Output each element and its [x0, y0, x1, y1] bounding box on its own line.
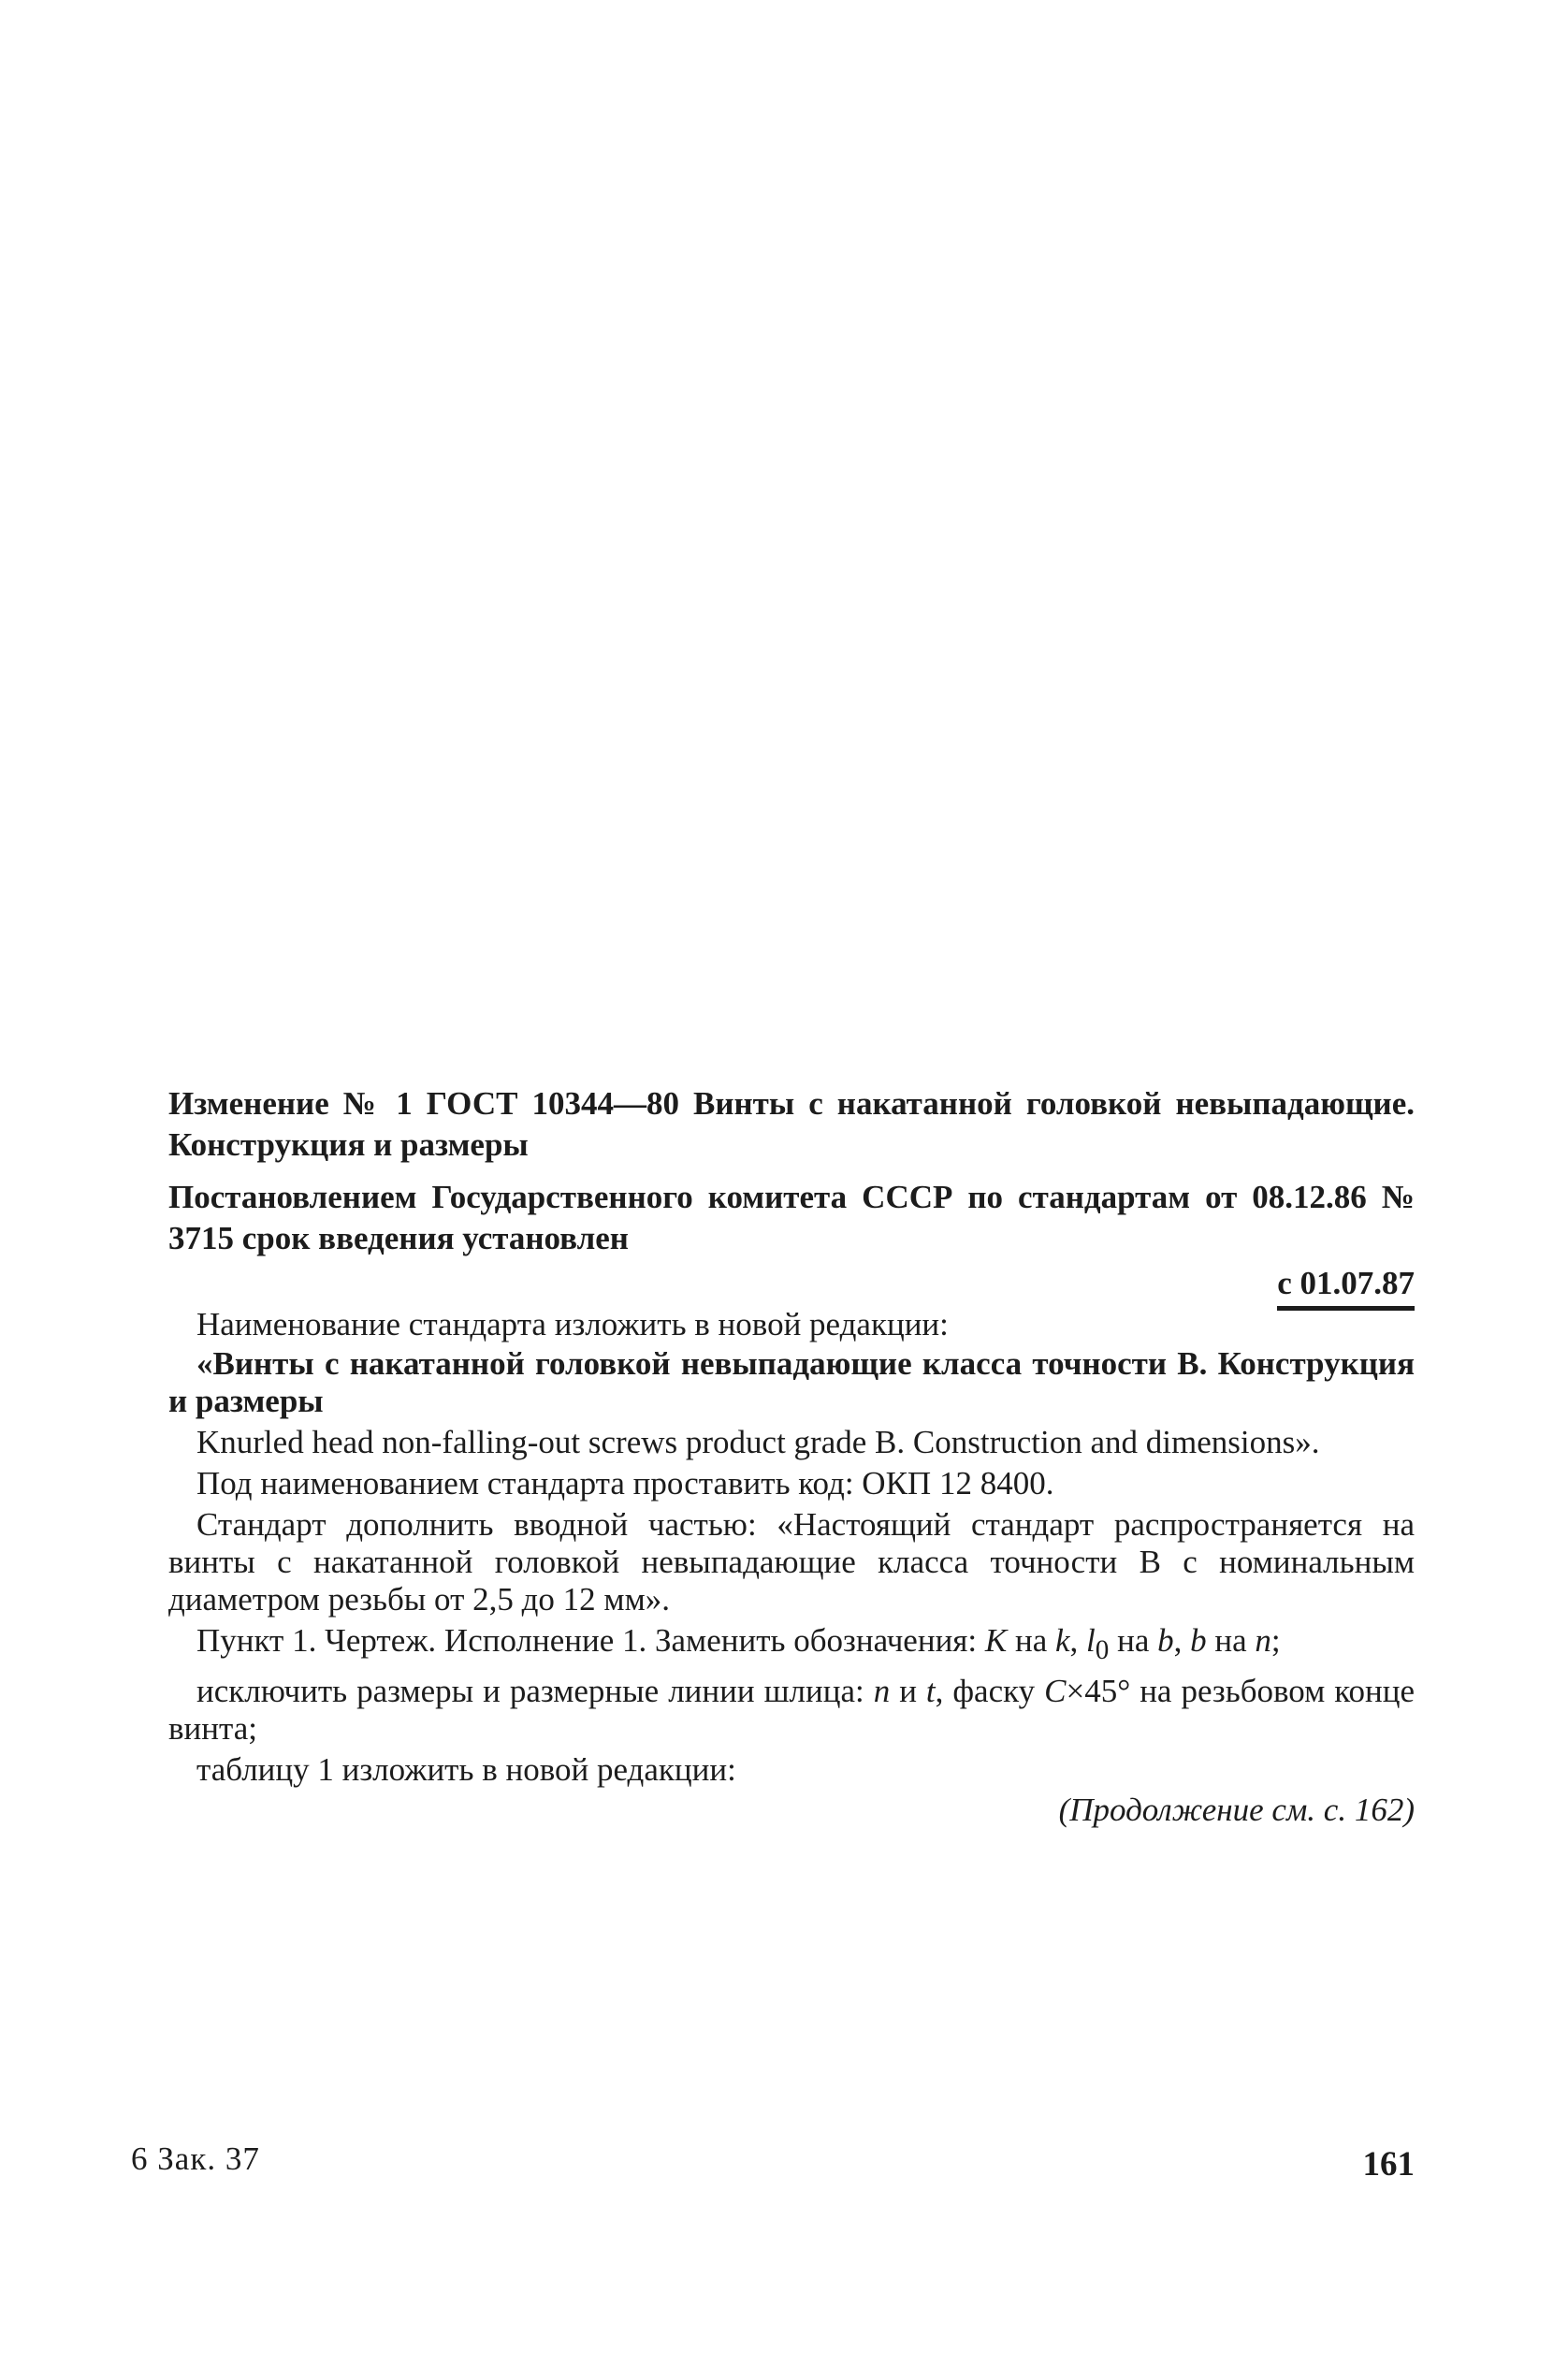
effective-date-line — [168, 1263, 1415, 1311]
continuation-note: (Продолжение см. с. 162) — [1058, 1792, 1415, 1828]
separator: , — [1069, 1622, 1087, 1659]
order-number: 6 Зак. 37 — [131, 2140, 260, 2177]
semicolon: ; — [1270, 1622, 1281, 1659]
change-title: Изменение № 1 ГОСТ 10344—80 Винты с накатанной головкой невыпадающие. Конструкция и размеры — [168, 1085, 1415, 1163]
symbol-n: n — [873, 1673, 891, 1709]
exclude-text: исключить размеры и размерные линии шлица: — [196, 1673, 874, 1709]
chamfer-text-end: ×45° на резьбовом конце винта; — [168, 1673, 1415, 1747]
chamfer-text: , фаску — [935, 1673, 1045, 1709]
paragraph-title-intro: Наименование стандарта изложить в новой редакции: — [196, 1306, 949, 1342]
paragraph-intro-part: Стандарт дополнить вводной частью: «Настоящий стандарт распространяется на винты с накатанной головкой невыпадающие класса точности В с номинальным диаметром резьбы от 2,5 до 12 мм». — [168, 1506, 1415, 1618]
page-number: 161 — [1362, 2145, 1415, 2184]
resolution-text: Постановлением Государственного комитета СССР по стандартам от 08.12.86 № 3715 срок введения установлен — [168, 1179, 1415, 1256]
symbol-K: K — [984, 1622, 1008, 1659]
symbol-b: b — [1190, 1622, 1207, 1659]
change-header — [168, 1083, 1415, 1311]
paragraph-point-1 — [168, 1622, 1415, 1669]
symbol-b: b — [1157, 1622, 1174, 1659]
word-na: на — [1109, 1622, 1158, 1659]
symbol-k: k — [1055, 1622, 1070, 1659]
paragraph-table-1: таблицу 1 изложить в новой редакции: — [196, 1751, 736, 1788]
word-na: на — [1007, 1622, 1055, 1659]
paragraph-new-title-ru: «Винты с накатанной головкой невыпадающие класса точности В. Конструкция и размеры — [168, 1345, 1415, 1419]
symbol-l0: l — [1086, 1622, 1096, 1659]
symbol-C: C — [1044, 1673, 1067, 1709]
paragraph-exclude-dimensions — [168, 1673, 1415, 1748]
point-1-text: Пункт 1. Чертеж. Исполнение 1. Заменить обозначения: — [196, 1622, 985, 1659]
change-body — [168, 1306, 1415, 1789]
word-na: на — [1206, 1622, 1256, 1659]
word-i: и — [890, 1673, 926, 1709]
symbol-t: t — [925, 1673, 936, 1709]
separator: , — [1173, 1622, 1191, 1659]
paragraph-new-title-en: Knurled head non-falling-out screws product grade B. Construction and dimensions». — [196, 1424, 1320, 1460]
symbol-n: n — [1255, 1622, 1271, 1659]
symbol-l0-subscript: 0 — [1095, 1635, 1110, 1665]
paragraph-okp-code: Под наименованием стандарта проставить код: ОКП 12 8400. — [196, 1465, 1054, 1502]
effective-date: с 01.07.87 — [1277, 1263, 1415, 1311]
